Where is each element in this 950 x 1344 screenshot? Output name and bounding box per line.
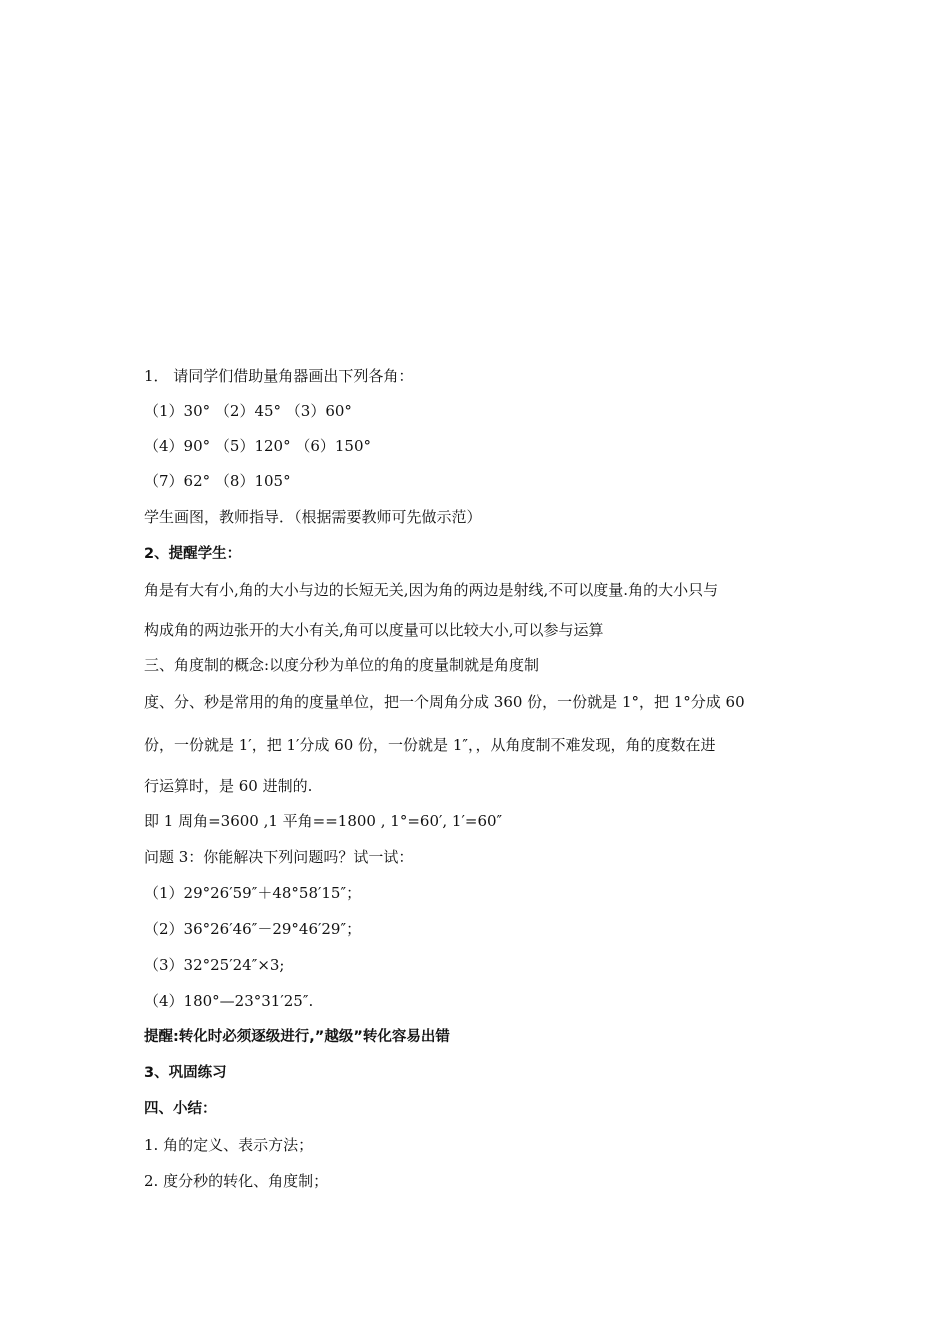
summary-item-2: 2. 度分秒的转化、角度制； — [144, 1172, 329, 1190]
conversion-reminder: 提醒:转化时必须逐级进行,”越级”转化容易出错 — [144, 1029, 450, 1045]
section-heading-summary: 四、小结： — [144, 1101, 217, 1117]
question-3-heading: 问题 3：你能解决下列问题吗？试一试： — [144, 848, 414, 866]
section-heading-practice: 3、巩固练习 — [144, 1065, 227, 1081]
angle-size-paragraph-line-1: 角是有大有小,角的大小与边的长短无关,因为角的两边是射线,不可以度量.角的大小只与 — [144, 581, 719, 599]
section-heading-angle-system: 三、角度制的概念:以度分秒为单位的角的度量制就是角度制 — [144, 656, 540, 674]
angle-list-row-2: （4）90° （5）120° （6）150° — [144, 437, 372, 455]
units-paragraph-line-2: 份，一份就是 1′，把 1′分成 60 份，一份就是 1″，，从角度制不难发现，角的度数在进 — [144, 736, 716, 754]
exercise-4: （4）180°—23°31′25″. — [144, 992, 314, 1010]
angle-list-row-1: （1）30° （2）45° （3）60° — [144, 402, 352, 420]
angle-size-paragraph-line-2: 构成角的两边张开的大小有关,角可以度量可以比较大小,可以参与运算 — [144, 621, 604, 639]
section-heading-remind-students: 2、提醒学生： — [144, 546, 242, 562]
exercise-3: （3）32°25′24″×3; — [144, 956, 285, 974]
teacher-guidance-note: 学生画图，教师指导．（根据需要教师可先做示范） — [144, 508, 482, 526]
exercise-1: （1）29°26′59″＋48°58′15″； — [144, 884, 362, 902]
angle-list-row-3: （7）62° （8）105° — [144, 472, 291, 490]
units-paragraph-line-1: 度、分、秒是常用的角的度量单位，把一个周角分成 360 份，一份就是 1°，把 1°分成 60 — [144, 693, 745, 711]
units-paragraph-line-3: 行运算时，是 60 进制的. — [144, 777, 313, 795]
conversion-formula: 即 1 周角=3600 ,1 平角==1800 , 1°=60′, 1′=60″ — [144, 812, 503, 830]
summary-item-1: 1. 角的定义、表示方法； — [144, 1136, 314, 1154]
task-1-instruction: 1． 请同学们借助量角器画出下列各角： — [144, 367, 414, 385]
exercise-2: （2）36°26′46″－29°46′29″； — [144, 920, 362, 938]
